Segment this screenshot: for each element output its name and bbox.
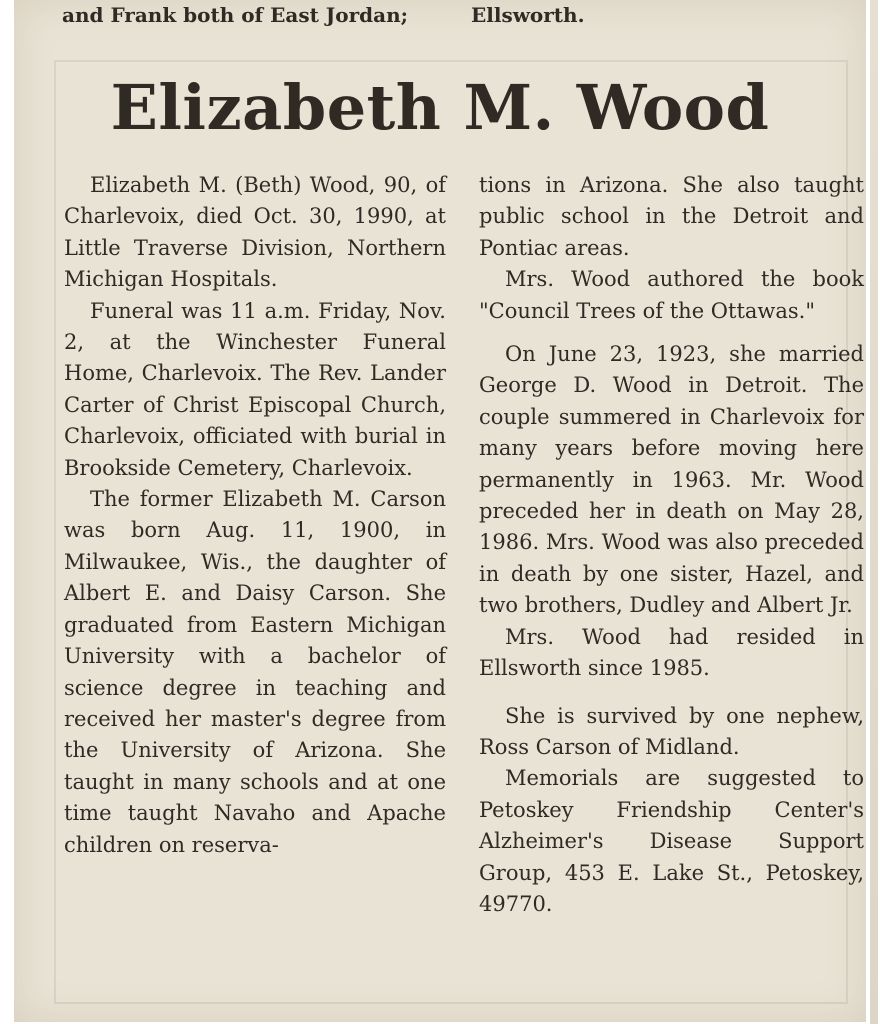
paragraph-book: Mrs. Wood authored the book "Council Trees of the Ottawas." — [479, 267, 864, 323]
paragraph-marriage: On June 23, 1923, she married George D. Wood in Detroit. The couple summered in Charlevoix for many years before moving here permanently in 1963. Mr. Wood preceded her in death on May 28, 1986. Mrs. Wood was also preceded in death by one sister, Hazel, and two brothers, Dudley and Albert Jr. — [479, 342, 864, 618]
scan-margin-right — [866, 0, 880, 1024]
paragraph-funeral: Funeral was 11 a.m. Friday, Nov. 2, at the Winchester Funeral Home, Charlevoix. The Rev. Lander Carter of Christ Episcopal Church, Charlevoix, officiated with burial in Brookside Cemetery, Charlevoix. — [64, 298, 446, 480]
fragment-left: and Frank both of East Jordan; — [62, 3, 408, 27]
paragraph-survivors: She is survived by one nephew, Ross Carson of Midland. — [479, 703, 864, 759]
previous-article-fragment — [62, 0, 846, 30]
paragraph-biography: The former Elizabeth M. Carson was born Aug. 11, 1900, in Milwaukee, Wis., the daughter of Albert E. and Daisy Carson. She graduated from Eastern Michigan University with a bachelor of science degree in teaching and received her master's degree from the University of Arizona. She taught in many schools and at one time taught Navaho and Apache children on reserva- — [64, 487, 446, 857]
obituary-headline: Elizabeth M. Wood — [110, 71, 770, 144]
paragraph-residence: Mrs. Wood had resided in Ellsworth since 1985. — [479, 624, 864, 681]
left-column — [64, 170, 446, 861]
fragment-right: Ellsworth. — [471, 3, 585, 27]
adjacent-clipping-edge — [870, 0, 878, 1024]
paragraph-death-notice: Elizabeth M. (Beth) Wood, 90, of Charlevoix, died Oct. 30, 1990, at Little Traverse Division, Northern Michigan Hospitals. — [64, 173, 446, 292]
paragraph-biography-continued: tions in Arizona. She also taught public school in the Detroit and Pontiac areas. — [479, 173, 864, 260]
right-column — [479, 170, 864, 920]
newspaper-clipping — [14, 0, 866, 1022]
paragraph-memorials: Memorials are suggested to Petoskey Friendship Center's Alzheimer's Disease Support Group, 453 E. Lake St., Petoskey, 49770. — [479, 766, 864, 916]
